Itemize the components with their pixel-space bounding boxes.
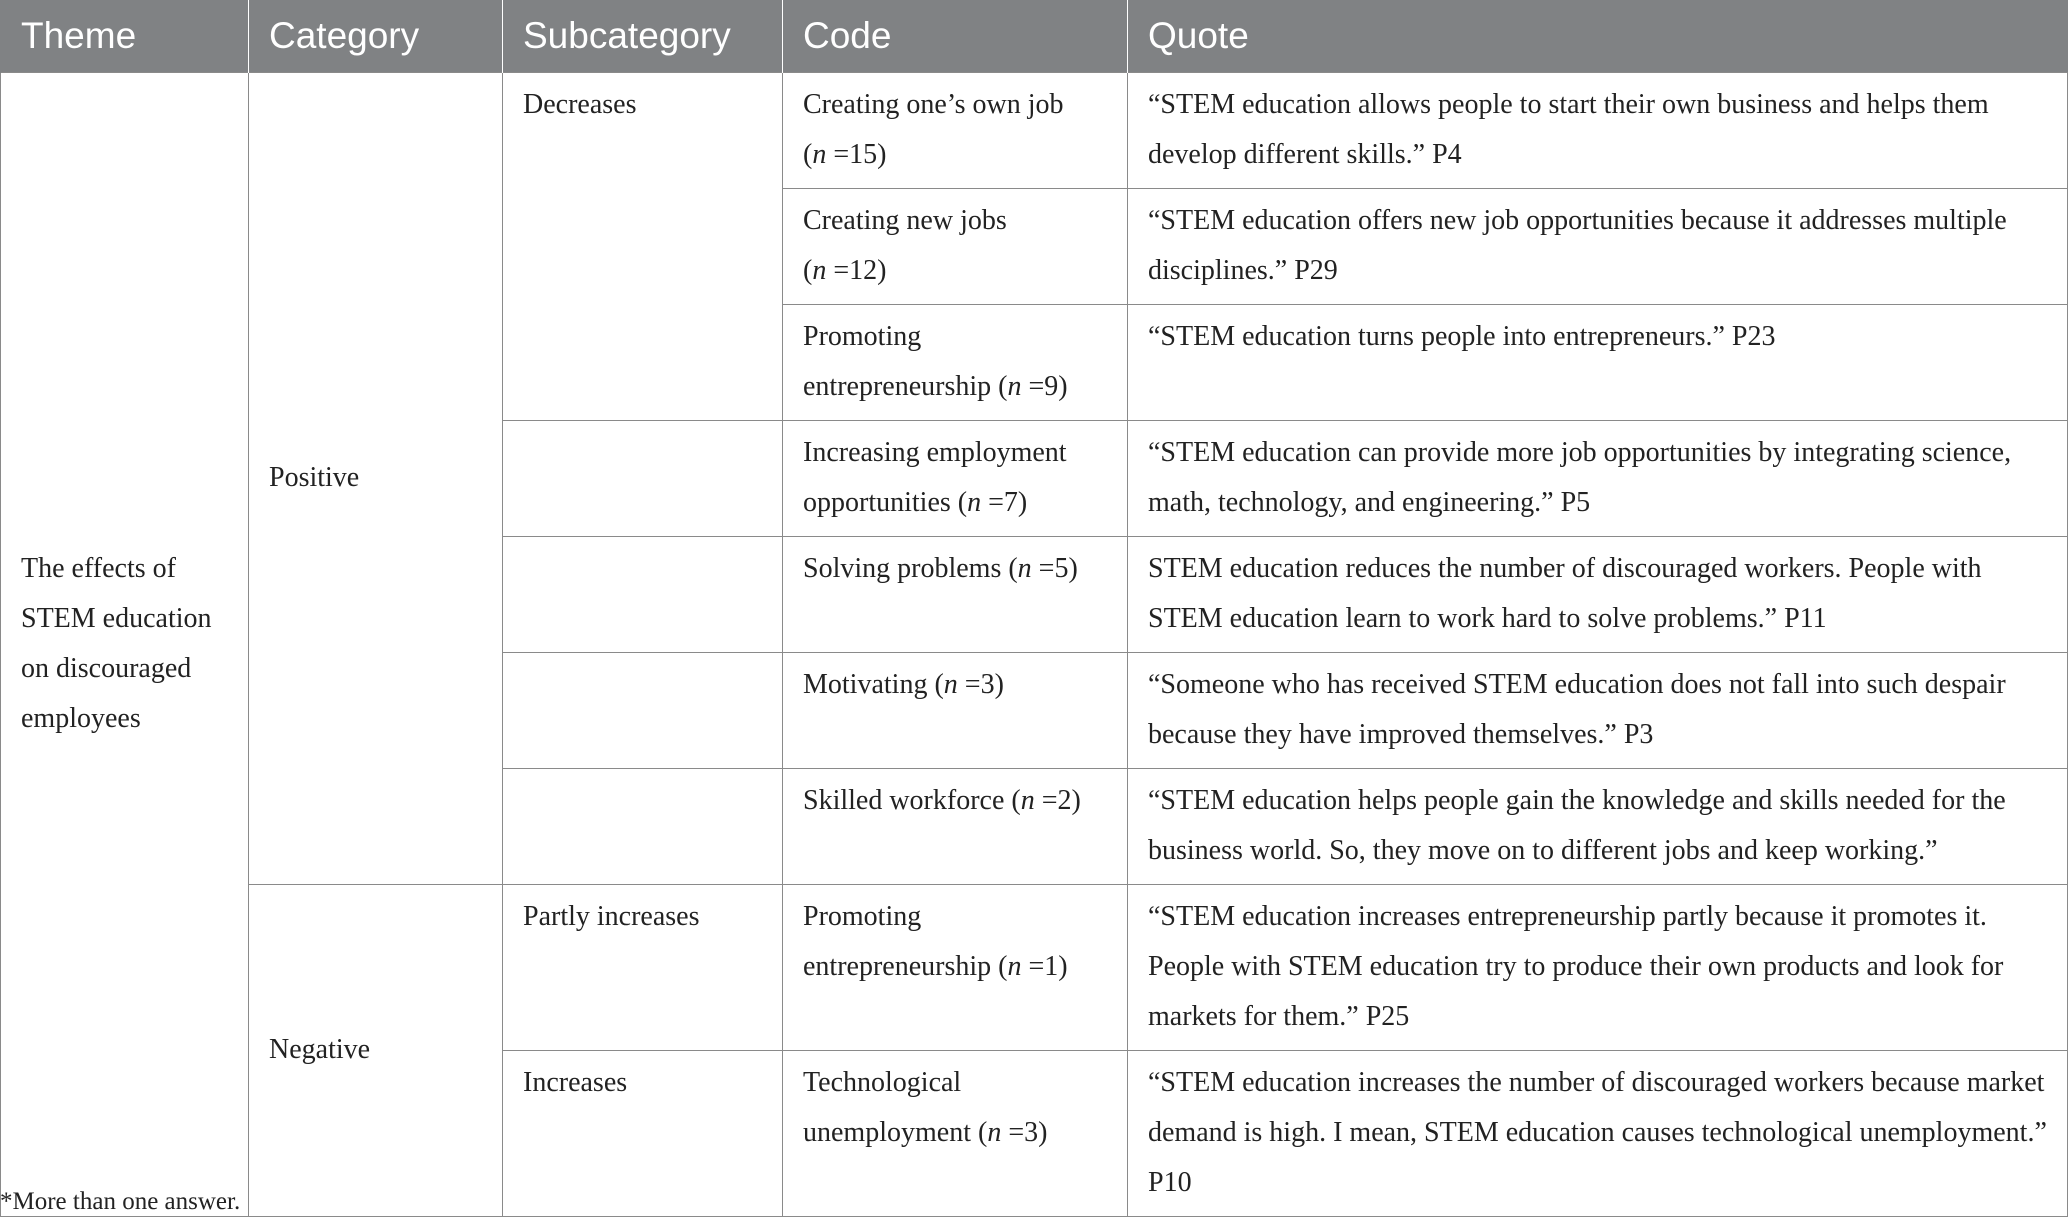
category-negative: Negative xyxy=(249,885,503,1217)
quote-cell: “STEM education allows people to start their own business and helps them develop different skills.” P4 xyxy=(1128,73,2068,189)
code-cell: Promoting entrepreneurship (n =9) xyxy=(783,305,1128,421)
quote-cell: “STEM education turns people into entrepreneurs.” P23 xyxy=(1128,305,2068,421)
header-code: Code xyxy=(783,0,1128,73)
subcategory-empty xyxy=(503,769,783,885)
table-footnote: *More than one answer. xyxy=(0,1188,241,1215)
quote-cell: “STEM education increases the number of discouraged workers because market demand is high. I mean, STEM education causes technological unemployment.” P10 xyxy=(1128,1051,2068,1217)
quote-cell: STEM education reduces the number of discouraged workers. People with STEM education learn to work hard to solve problems.” P11 xyxy=(1128,537,2068,653)
subcategory-increases: Increases xyxy=(503,1051,783,1217)
code-label: Promoting entrepreneurship xyxy=(803,901,992,982)
code-cell: Motivating (n =3) xyxy=(783,653,1128,769)
code-label: Creating new jobs xyxy=(803,205,1007,236)
code-label: Technological unemployment xyxy=(803,1067,971,1148)
n-value: =1) xyxy=(1021,951,1068,982)
quote-cell: “STEM education helps people gain the knowledge and skills needed for the business world. So, they move on to different jobs and keep working.” xyxy=(1128,769,2068,885)
code-label: Creating one’s own job xyxy=(803,89,1064,120)
n-value: =12) xyxy=(826,255,887,286)
quote-cell: “Someone who has received STEM education does not fall into such despair because they have improved themselves.” P3 xyxy=(1128,653,2068,769)
subcategory-empty xyxy=(503,421,783,537)
subcategory-empty xyxy=(503,653,783,769)
quote-cell: “STEM education can provide more job opportunities by integrating science, math, technology, and engineering.” P5 xyxy=(1128,421,2068,537)
n-symbol: n xyxy=(812,255,827,286)
code-cell: Promoting entrepreneurship (n =1) xyxy=(783,885,1128,1051)
code-cell: Technological unemployment (n =3) xyxy=(783,1051,1128,1217)
n-value: =3) xyxy=(1001,1117,1048,1148)
header-subcategory: Subcategory xyxy=(503,0,783,73)
n-symbol: n xyxy=(1007,951,1022,982)
subcategory-decreases: Decreases xyxy=(503,73,783,421)
code-cell: Skilled workforce (n =2) xyxy=(783,769,1128,885)
theme-cell: The effects of STEM education on discouraged employees xyxy=(1,73,249,1217)
subcategory-partly-increases: Partly increases xyxy=(503,885,783,1051)
category-positive: Positive xyxy=(249,73,503,885)
code-cell: Creating one’s own job (n =15) xyxy=(783,73,1128,189)
n-value: =7) xyxy=(981,487,1028,518)
code-label: Skilled workforce xyxy=(803,785,1005,816)
code-label: Promoting entrepreneurship xyxy=(803,321,992,402)
header-category: Category xyxy=(249,0,503,73)
n-symbol: n xyxy=(1017,553,1032,584)
n-value: =15) xyxy=(826,139,887,170)
code-label: Increasing employment opportunities xyxy=(803,437,1067,518)
n-value: =2) xyxy=(1034,785,1081,816)
table-row xyxy=(1,73,2068,189)
code-label: Solving problems xyxy=(803,553,1002,584)
n-symbol: n xyxy=(967,487,982,518)
code-cell: Increasing employment opportunities (n =7) xyxy=(783,421,1128,537)
code-cell: Solving problems (n =5) xyxy=(783,537,1128,653)
code-label: Motivating xyxy=(803,669,928,700)
header-row xyxy=(1,0,2068,73)
quote-cell: “STEM education offers new job opportunities because it addresses multiple disciplines.” P29 xyxy=(1128,189,2068,305)
n-value: =5) xyxy=(1031,553,1078,584)
n-symbol: n xyxy=(943,669,958,700)
n-symbol: n xyxy=(987,1117,1002,1148)
header-quote: Quote xyxy=(1128,0,2068,73)
n-symbol: n xyxy=(1020,785,1035,816)
n-value: =9) xyxy=(1021,371,1068,402)
subcategory-empty xyxy=(503,537,783,653)
table-row xyxy=(1,885,2068,1051)
n-symbol: n xyxy=(812,139,827,170)
header-theme: Theme xyxy=(1,0,249,73)
code-cell: Creating new jobs (n =12) xyxy=(783,189,1128,305)
n-value: =3) xyxy=(957,669,1004,700)
quote-cell: “STEM education increases entrepreneurship partly because it promotes it. People with STEM education try to produce their own products and look for markets for them.” P25 xyxy=(1128,885,2068,1051)
n-symbol: n xyxy=(1007,371,1022,402)
